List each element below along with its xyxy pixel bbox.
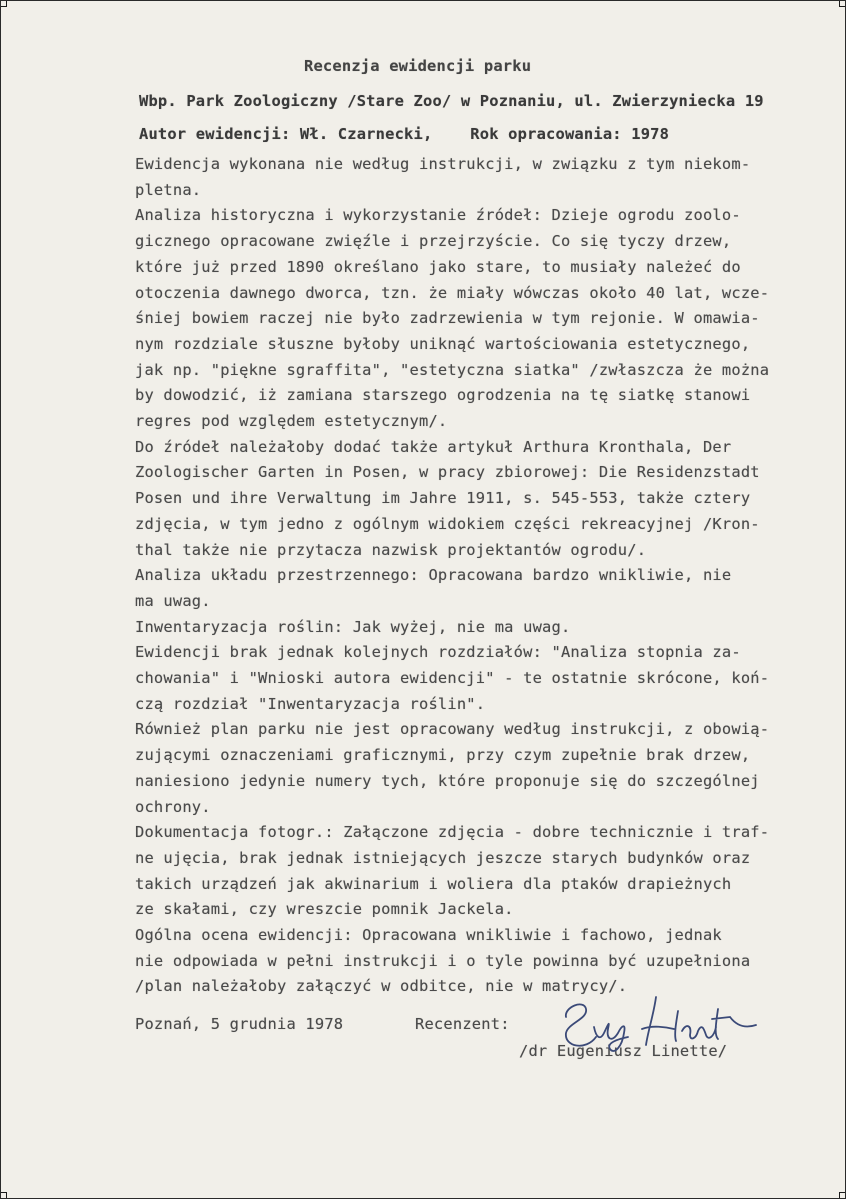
- body-line: śniej bowiem raczej nie było zadrzewienia w tym rejonie. W omawia-: [135, 309, 760, 328]
- handwritten-signature: [556, 989, 766, 1061]
- body-line: które już przed 1890 określano jako stare, to musiały należeć do: [135, 257, 741, 276]
- body-line: nym rozdziale słuszne byłoby uniknąć wartościowania estetycznego,: [135, 334, 751, 353]
- page-corner-mark: [839, 0, 846, 7]
- page-corner-mark: [0, 0, 7, 7]
- body-line: Do źródeł należałoby dodać także artykuł Arthura Kronthala, Der: [135, 437, 732, 456]
- body-line: zdjęcia, w tym jedno z ogólnym widokiem części rekreacyjnej /Kron-: [135, 514, 760, 533]
- body-line: chowania" i "Wnioski autora ewidencji" - te ostatnie skrócone, koń-: [135, 669, 770, 687]
- page-corner-mark: [839, 1192, 846, 1199]
- body-line: zującymi oznaczeniami graficznymi, przy czym zupełnie brak drzew,: [135, 746, 751, 765]
- body-line: /plan należałoby załączyć w odbitce, nie w matrycy/.: [135, 977, 628, 996]
- body-line: Dokumentacja fotogr.: Załączone zdjęcia - dobre technicznie i traf-: [135, 823, 770, 842]
- body-line: jak np. "piękne sgraffita", "estetyczna siatka" /zwłaszcza że można: [135, 360, 770, 379]
- place-date: Poznań, 5 grudnia 1978: [135, 1015, 344, 1033]
- body-line: ochrony.: [135, 797, 211, 816]
- reviewer-name: /dr Eugeniusz Linette/: [519, 1042, 728, 1060]
- body-line: takich urządzeń jak akwinarium i woliera dla ptaków drapieżnych: [135, 874, 732, 893]
- body-line: Zoologischer Garten in Posen, w pracy zbiorowej: Die Residenzstadt: [135, 463, 760, 482]
- body-line: pletna.: [135, 180, 202, 199]
- body-line: Ewidencji brak jednak kolejnych rozdziałów: "Analiza stopnia za-: [135, 643, 741, 662]
- body-line: ne ujęcia, brak jednak istniejących jeszcze starych budynków oraz: [135, 848, 751, 867]
- document-subject: Wbp. Park Zoologiczny /Stare Zoo/ w Poznaniu, ul. Zwierzyniecka 19: [139, 92, 764, 110]
- body-line: thal także nie przytacza nazwisk projektantów ogrodu/.: [135, 540, 647, 559]
- body-line: Ogólna ocena ewidencji: Opracowana wnikliwie i fachowo, jednak: [135, 926, 722, 944]
- body-line: Analiza historyczna i wykorzystanie źródeł: Dzieje ogrodu zoolo-: [135, 206, 741, 225]
- body-line: naniesiono jedynie numery tych, które proponuje się do szczególnej: [135, 771, 760, 790]
- body-line: Analiza układu przestrzennego: Opracowana bardzo wnikliwie, nie: [135, 566, 732, 585]
- body-line: czą rozdział "Inwentaryzacja roślin".: [135, 694, 486, 713]
- document-title: Recenzja ewidencji parku: [304, 57, 532, 75]
- reviewer-label: Recenzent:: [415, 1015, 510, 1033]
- body-line: Ewidencja wykonana nie według instrukcji, w związku z tym niekom-: [135, 155, 751, 173]
- body-line: otoczenia dawnego dworca, tzn. że miały wówczas około 40 lat, wcze-: [135, 283, 770, 302]
- body-line: ze skałami, czy wreszcie pomnik Jackela.: [135, 900, 514, 919]
- body-line: by dowodzić, iż zamiana starszego ogrodzenia na tę siatkę stanowi: [135, 386, 751, 405]
- body-line: ma uwag.: [135, 591, 211, 610]
- body-line: gicznego opracowane zwięźle i przejrzyście. Co się tyczy drzew,: [135, 232, 732, 251]
- body-line: Również plan parku nie jest opracowany według instrukcji, z obowią-: [135, 720, 770, 739]
- body-line: nie odpowiada w pełni instrukcji i o tyle powinna być uzupełniona: [135, 951, 751, 970]
- body-line: Inwentaryzacja roślin: Jak wyżej, nie ma uwag.: [135, 617, 571, 636]
- body-line: Posen und ihre Verwaltung im Jahre 1911, s. 545-553, także cztery: [135, 489, 751, 508]
- body-line: regres pod względem estetycznym/.: [135, 412, 448, 430]
- page-corner-mark: [0, 1192, 7, 1199]
- author-line: Autor ewidencji: Wł. Czarnecki, Rok opracowania: 1978: [139, 125, 670, 143]
